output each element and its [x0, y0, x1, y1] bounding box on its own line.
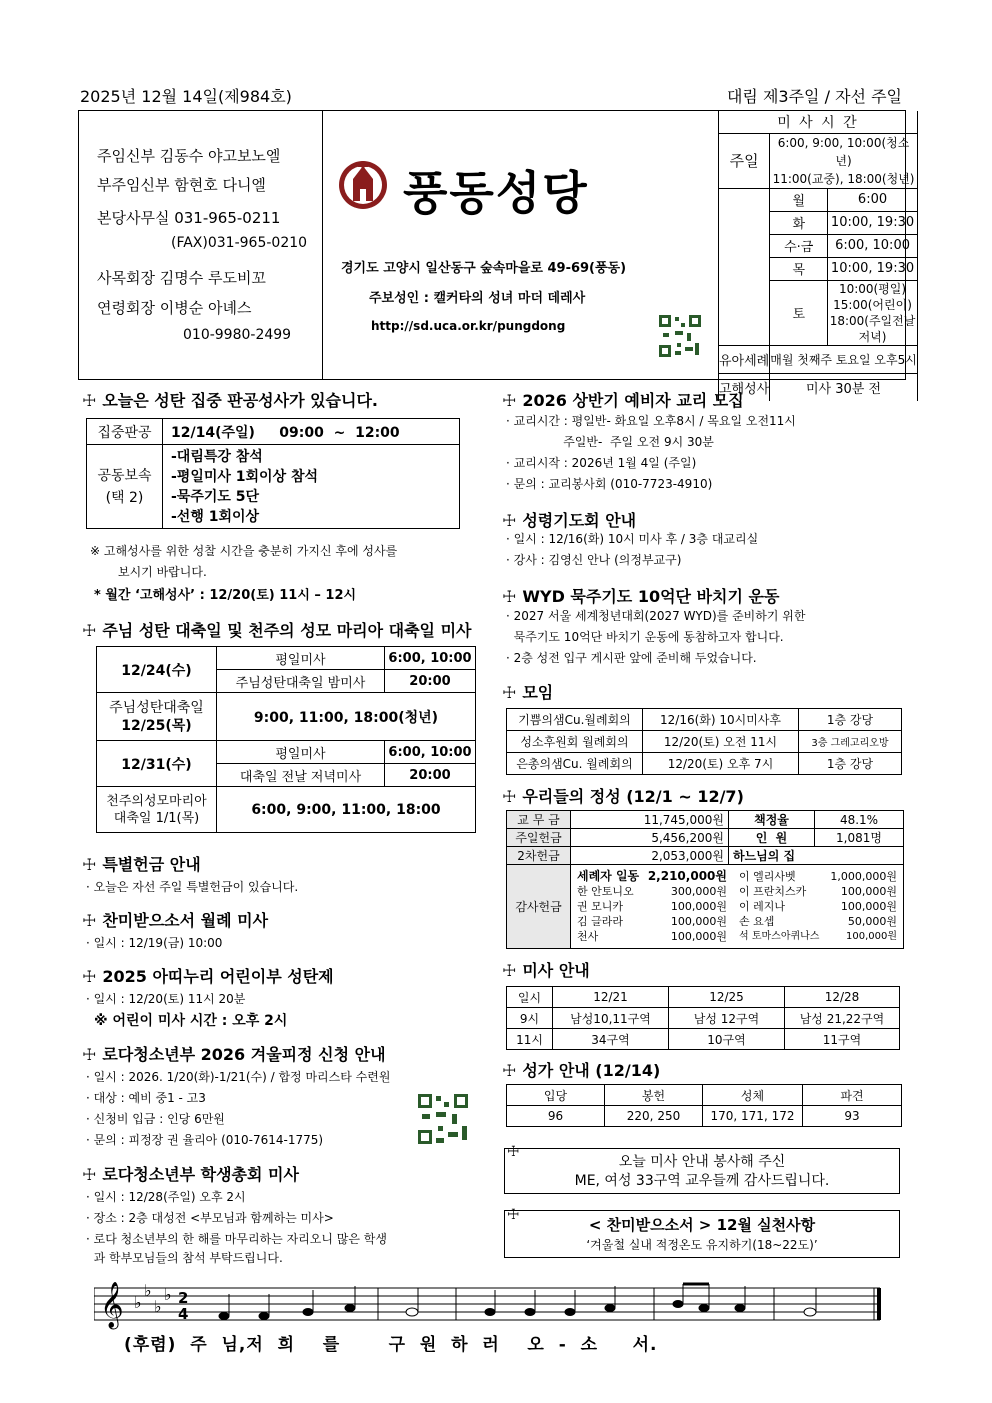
prayer-group-line: · 일시 : 12/16(화) 10시 미사 후 / 3층 대교리실 — [506, 532, 759, 546]
thanks-offering-list — [571, 865, 904, 949]
meeting-name: 은총의샘Cu. 월례회의 — [507, 753, 643, 775]
donor-amount: 300,000원 — [670, 885, 727, 898]
catechumen-title-text: 2026 상반기 예비자 교리 모집 — [522, 391, 744, 410]
offering-value-b: 48.1% — [815, 811, 904, 829]
laudato-mass-title — [82, 908, 268, 931]
mass-guide-head: 12/28 — [785, 987, 900, 1008]
qr-code-icon[interactable] — [657, 313, 703, 359]
mass-guide-table — [506, 986, 900, 1050]
church-address: 경기도 고양시 일산동구 숲속마을로 49-69(풍동) — [341, 261, 627, 276]
penance-item: -선행 1회이상 — [171, 508, 260, 525]
wyd-title-text: WYD 묵주기도 10억단 바치기 운동 — [522, 587, 780, 606]
jan1-date — [97, 787, 217, 833]
meeting-name: 기쁨의샘Cu.월례회의 — [507, 709, 643, 731]
christmas-mass-table — [96, 646, 476, 833]
hymn-title — [502, 1058, 660, 1081]
confession-label: 고해성사 — [719, 373, 770, 401]
meeting-where: 1층 강당 — [799, 709, 902, 731]
meetings-table — [506, 708, 902, 775]
note — [605, 1305, 615, 1312]
meeting-name: 성소후원회 월례회의 — [507, 731, 643, 753]
sunday-times-1: 6:00, 9:00, 10:00(청소년) — [777, 135, 910, 168]
donor-amount: 1,000,000원 — [830, 870, 897, 883]
weekday-mon-time: 6:00 — [828, 188, 918, 211]
weekday-thu: 목 — [770, 257, 828, 280]
kids-christmas-title-text: 2025 아띠누리 어린이부 성탄제 — [102, 967, 334, 986]
donor-amount: 100,000원 — [840, 885, 897, 898]
wyd-title — [502, 584, 779, 607]
weekday-sat: 토 — [770, 280, 828, 345]
weekday-tue-time: 10:00, 19:30 — [828, 211, 918, 234]
confession-time: 미사 30분 전 — [770, 373, 918, 401]
youth-mass-line: 과 학부모님들의 참석 부탁드립니다. — [86, 1251, 283, 1265]
pastoral-chair: 사목회장 김명수 루도비꼬 — [97, 269, 266, 287]
office-phone: 본당사무실 031-965-0211 — [97, 209, 281, 227]
weekday-mon: 월 — [770, 188, 828, 211]
donor-name: 세례자 일동 — [577, 869, 640, 883]
meeting-when: 12/20(토) 오전 11시 — [643, 731, 799, 753]
dec31-a: 평일미사 — [217, 741, 385, 764]
donor-amount: 100,000원 — [670, 915, 727, 928]
dec24-a-time: 6:00, 10:00 — [385, 647, 476, 670]
donor-amount: 100,000원 — [670, 900, 727, 913]
mass-guide-cell: 남성 21,22구역 — [785, 1008, 900, 1029]
meeting-where: 3층 그레고리오방 — [799, 731, 902, 753]
meeting-when: 12/20(토) 오후 7시 — [643, 753, 799, 775]
cross-icon: ☩ — [502, 1061, 517, 1080]
kids-christmas-line-2: ※ 어린이 미사 시간 : 오후 2시 — [94, 1013, 288, 1029]
donor-name: 김 글라라 — [577, 915, 624, 928]
hymn-number: 96 — [507, 1106, 605, 1127]
office-fax: (FAX)031-965-0210 — [171, 235, 308, 251]
laudato-mass-line: · 일시 : 12/19(금) 10:00 — [86, 936, 223, 950]
cross-icon: ☩ — [82, 967, 97, 986]
offering-key: 주일헌금 — [507, 829, 571, 847]
final-barline — [877, 1288, 881, 1320]
donor-amount: 100,000원 — [670, 930, 727, 943]
hymn-head: 입당 — [507, 1085, 605, 1106]
laudato-line-1: < 찬미받으소서 > 12월 실천사항 — [588, 1216, 816, 1234]
cross-icon: ☩ — [502, 391, 517, 410]
confession-note-1: ※ 고해성사를 위한 성찰 시간을 충분히 가지신 후에 성사를 — [90, 544, 398, 558]
wyd-line: · 2층 성전 입구 게시판 앞에 준비해 두었습니다. — [506, 651, 757, 665]
focus-confession-time: 12/14(주일) 09:00 ~ 12:00 — [163, 419, 460, 445]
flat-icon: ♭ — [144, 1282, 152, 1300]
monthly-confession: * 월간 ‘고해성사’ : 12/20(토) 11시 – 12시 — [94, 588, 357, 603]
music-lyrics: (후렴) 주 님,저 희 를 구 원 하 러 오 - 소 서. — [124, 1335, 658, 1355]
cross-icon: ☩ — [502, 511, 517, 530]
hymn-head: 성체 — [703, 1085, 803, 1106]
hymn-number: 170, 171, 172 — [703, 1106, 803, 1127]
cross-icon: ☩ — [82, 621, 97, 640]
sat-time-3: 18:00(주일전날저녁) — [829, 313, 916, 344]
cross-icon: ☩ — [507, 1207, 520, 1223]
thanks-offering-key: 감사헌금 — [507, 865, 571, 949]
hymn-number: 220, 250 — [605, 1106, 703, 1127]
hymn-table — [506, 1084, 902, 1127]
thanks-line-2: ME, 여성 33구역 교우들께 감사드립니다. — [574, 1173, 830, 1189]
offering-value: 2,053,000원 — [571, 847, 729, 865]
dec25-date — [97, 693, 217, 741]
weekday-tue: 화 — [770, 211, 828, 234]
issue-date: 2025년 12월 14일(제984호) — [80, 87, 292, 106]
penance-items — [163, 445, 460, 529]
offering-key-b: 인 원 — [729, 829, 815, 847]
cross-icon: ☩ — [82, 911, 97, 930]
youth-retreat-title — [82, 1042, 386, 1065]
dec25-date-2: 12/25(목) — [121, 717, 192, 734]
mass-guide-head: 일시 — [507, 987, 553, 1008]
confession-note-2: 보시기 바랍니다. — [118, 565, 207, 579]
note — [259, 1313, 269, 1320]
cross-icon: ☩ — [502, 587, 517, 606]
dec24-a: 평일미사 — [217, 647, 385, 670]
note — [735, 1305, 745, 1312]
church-url[interactable]: http://sd.uca.or.kr/pungdong — [371, 319, 566, 333]
hymn-head: 파견 — [803, 1085, 902, 1106]
special-offering-line: · 오늘은 자선 주일 특별헌금이 있습니다. — [86, 880, 299, 894]
dec31-date: 12/31(수) — [97, 741, 217, 787]
dec24-date: 12/24(수) — [97, 647, 217, 693]
offering-title-text: 우리들의 정성 (12/1 ~ 12/7) — [522, 787, 744, 806]
weekday-thu-time: 10:00, 19:30 — [828, 257, 918, 280]
kids-christmas-line-1: · 일시 : 12/20(토) 11시 20분 — [86, 992, 246, 1006]
elder-phone: 010-9980-2499 — [183, 327, 292, 343]
cross-icon: ☩ — [82, 1045, 97, 1064]
mass-guide-cell: 9시 — [507, 1008, 553, 1029]
mass-guide-cell: 11시 — [507, 1029, 553, 1050]
weekday-wed-fri-time: 6:00, 10:00 — [828, 234, 918, 257]
flat-icon: ♭ — [134, 1293, 142, 1312]
mass-guide-cell: 남성 12구역 — [669, 1008, 785, 1029]
retreat-qr-code-icon[interactable] — [416, 1092, 470, 1146]
church-name: 풍동성당 — [403, 166, 589, 220]
church-logo-icon — [337, 157, 389, 213]
catechumen-line: · 교리시간 : 평일반- 화요일 오후8시 / 목요일 오전11시 — [506, 414, 796, 428]
penance-label-1: 공동보속 — [97, 467, 152, 484]
penance-item: -평일미사 1회이상 참석 — [171, 468, 319, 485]
assistant-pastor: 부주임신부 함현호 다니엘 — [97, 176, 266, 194]
masthead — [78, 110, 917, 397]
donor-name: 석 토마스아퀴나스 — [739, 931, 820, 942]
youth-retreat-line: · 문의 : 피정장 권 율리아 (010-7614-1775) — [86, 1133, 324, 1147]
youth-mass-title — [82, 1162, 299, 1185]
cross-icon: ☩ — [82, 855, 97, 874]
youth-retreat-line: · 신청비 입금 : 인당 6만원 — [86, 1112, 225, 1126]
confession-table — [86, 418, 460, 529]
offering-table — [506, 810, 904, 949]
christmas-title-text: 주님 성탄 대축일 및 천주의 성모 마리아 대축일 미사 — [102, 621, 472, 640]
mass-time-panel — [719, 111, 917, 397]
flat-icon: ♭ — [154, 1297, 162, 1316]
donor-name: 권 모니카 — [577, 900, 624, 913]
hymn-number: 93 — [803, 1106, 902, 1127]
cross-icon: ☩ — [502, 683, 517, 702]
offering-key: 교 무 금 — [507, 811, 571, 829]
youth-retreat-line: · 대상 : 예비 중1 - 고3 — [86, 1091, 206, 1105]
patron-saint: 주보성인 : 캘커타의 성녀 마더 데레사 — [369, 291, 586, 306]
pastor: 주임신부 김동수 야고보노엘 — [97, 147, 281, 165]
baptism-time: 매월 첫째주 토요일 오후5시 — [770, 345, 918, 373]
youth-mass-line: · 로다 청소년부의 한 해를 마무리하는 자리오니 많은 학생 — [86, 1232, 387, 1246]
note — [699, 1305, 709, 1312]
offering-value: 5,456,200원 — [571, 829, 729, 847]
note — [303, 1309, 313, 1316]
note — [673, 1301, 683, 1308]
donor-name: 이 엘리사벳 — [739, 870, 796, 883]
weekday-wed-fri: 수·금 — [770, 234, 828, 257]
cross-icon: ☩ — [502, 961, 517, 980]
offering-value: 11,745,000원 — [571, 811, 729, 829]
half-note — [406, 1308, 418, 1316]
donor-name: 이 레지나 — [739, 900, 786, 913]
youth-mass-line: · 장소 : 2층 대성전 <부모님과 함께하는 미사> — [86, 1211, 334, 1225]
staff-panel — [79, 111, 323, 379]
donor-name: 손 요셉 — [739, 915, 775, 928]
prayer-group-line: · 강사 : 김영신 안나 (의정부교구) — [506, 553, 682, 567]
donor-amount: 100,000원 — [845, 931, 897, 942]
mass-guide-head: 12/25 — [669, 987, 785, 1008]
treble-clef-icon: 𝄞 — [100, 1282, 124, 1328]
mass-guide-head: 12/21 — [553, 987, 669, 1008]
penance-item: -묵주기도 5단 — [171, 488, 260, 505]
catechumen-line: · 문의 : 교리봉사회 (010-7723-4910) — [506, 477, 713, 491]
penance-label — [87, 445, 163, 529]
church-panel — [323, 111, 719, 379]
dec31-b-time: 20:00 — [385, 764, 476, 787]
offering-key: 2차헌금 — [507, 847, 571, 865]
thanks-line-1: 오늘 미사 안내 봉사해 주신 — [618, 1154, 786, 1170]
time-sig-top: 2 — [178, 1289, 189, 1307]
mass-guide-title — [502, 958, 590, 981]
meetings-title — [502, 680, 553, 703]
confession-section-title — [82, 388, 378, 411]
special-offering-title — [82, 852, 201, 875]
donor-amount: 2,210,000원 — [647, 869, 727, 883]
laudato-box — [504, 1207, 900, 1258]
youth-retreat-title-text: 로다청소년부 2026 겨울피정 신청 안내 — [102, 1045, 386, 1064]
laudato-mass-title-text: 찬미받으소서 월례 미사 — [102, 911, 269, 930]
weekday-spacer — [719, 188, 770, 345]
catechumen-line: 주일반- 주일 오전 9시 30분 — [506, 435, 714, 449]
donor-amount: 50,000원 — [847, 915, 897, 928]
wyd-line: · 2027 서울 세계청년대회(2027 WYD)를 준비하기 위한 — [506, 609, 806, 623]
mass-guide-title-text: 미사 안내 — [522, 961, 590, 980]
youth-retreat-line: · 일시 : 2026. 1/20(화)-1/21(수) / 합정 마리스타 수련원 — [86, 1070, 391, 1084]
weekday-sat-times — [828, 280, 918, 345]
note — [485, 1309, 495, 1316]
catechumen-line: · 교리시작 : 2026년 1월 4일 (주일) — [506, 456, 697, 470]
youth-mass-title-text: 로다청소년부 학생총회 미사 — [102, 1165, 299, 1184]
flat-icon: ♭ — [164, 1285, 172, 1304]
cross-icon: ☩ — [82, 1165, 97, 1184]
note — [525, 1309, 535, 1316]
offering-key-b: 책정율 — [729, 811, 815, 829]
thanks-box — [504, 1144, 900, 1194]
offering-key-b: 하느님의 집 — [729, 847, 904, 865]
dec24-b: 주님성탄대축일 밤미사 — [217, 670, 385, 693]
confession-title-text: 오늘은 성탄 집중 판공성사가 있습니다. — [102, 391, 378, 410]
mass-guide-cell: 남성10,11구역 — [553, 1008, 669, 1029]
dec24-b-time: 20:00 — [385, 670, 476, 693]
sunday-times — [770, 133, 918, 188]
cross-icon: ☩ — [507, 1144, 520, 1160]
donor-name: 이 프란치스카 — [739, 885, 807, 898]
elder-chair: 연령회장 이병순 아녜스 — [97, 299, 252, 317]
cross-icon: ☩ — [502, 787, 517, 806]
dec25-date-1: 주님성탄대축일 — [109, 699, 204, 716]
music-staff — [94, 1282, 884, 1330]
meeting-where: 1층 강당 — [799, 753, 902, 775]
sat-time-2: 15:00(어린이) — [833, 297, 912, 312]
sat-time-1: 10:00(평일) — [838, 281, 907, 296]
mass-guide-cell: 10구역 — [669, 1029, 785, 1050]
hymn-title-text: 성가 안내 (12/14) — [522, 1061, 661, 1080]
note — [565, 1309, 575, 1316]
sunday-label: 주일 — [719, 133, 770, 188]
dec31-a-time: 6:00, 10:00 — [385, 741, 476, 764]
mass-guide-cell: 11구역 — [785, 1029, 900, 1050]
half-note — [804, 1308, 816, 1316]
mass-time-title: 미 사 시 간 — [719, 111, 918, 133]
christmas-section-title — [82, 618, 471, 641]
jan1-date-2: 대축일 1/1(목) — [113, 810, 200, 826]
thanks-left-column — [577, 869, 727, 944]
prayer-group-title — [502, 508, 636, 531]
dec25-times: 9:00, 11:00, 18:00(청년) — [217, 693, 476, 741]
note — [219, 1313, 229, 1320]
mass-guide-cell: 34구역 — [553, 1029, 669, 1050]
time-sig-bottom: 4 — [178, 1305, 189, 1323]
dec31-b: 대축일 전날 저녁미사 — [217, 764, 385, 787]
mass-time-table — [718, 111, 918, 401]
meeting-when: 12/16(화) 10시미사후 — [643, 709, 799, 731]
donor-amount: 100,000원 — [840, 900, 897, 913]
special-offering-title-text: 특별헌금 안내 — [102, 855, 201, 874]
donor-name: 천사 — [577, 930, 599, 943]
thanks-right-column — [739, 869, 897, 944]
note — [345, 1305, 355, 1312]
wyd-line: 묵주기도 10억단 바치기 운동에 동참하고자 합니다. — [506, 630, 784, 644]
prayer-group-title-text: 성령기도회 안내 — [522, 511, 637, 530]
meetings-title-text: 모임 — [522, 683, 554, 702]
jan1-times: 6:00, 9:00, 11:00, 18:00 — [217, 787, 476, 833]
jan1-date-1: 천주의성모마리아 — [106, 793, 207, 809]
baptism-label: 유아세례 — [719, 345, 770, 373]
catechumen-title — [502, 388, 744, 411]
kids-christmas-title — [82, 964, 334, 987]
hymn-head: 봉헌 — [605, 1085, 703, 1106]
penance-item: -대림특강 참석 — [171, 448, 263, 465]
liturgical-day: 대림 제3주일 / 자선 주일 — [726, 87, 902, 106]
donor-name: 한 안토니오 — [577, 885, 634, 898]
penance-label-2: (택 2) — [105, 489, 144, 506]
cross-icon: ☩ — [82, 391, 97, 410]
offering-value-b: 1,081명 — [815, 829, 904, 847]
youth-mass-line: · 일시 : 12/28(주일) 오후 2시 — [86, 1190, 246, 1204]
sunday-times-2: 11:00(교중), 18:00(청년) — [772, 171, 915, 186]
offering-title — [502, 784, 744, 807]
focus-confession-label: 집중판공 — [87, 419, 163, 445]
laudato-line-2: ‘겨울철 실내 적정온도 유지하기(18~22도)’ — [586, 1238, 818, 1252]
